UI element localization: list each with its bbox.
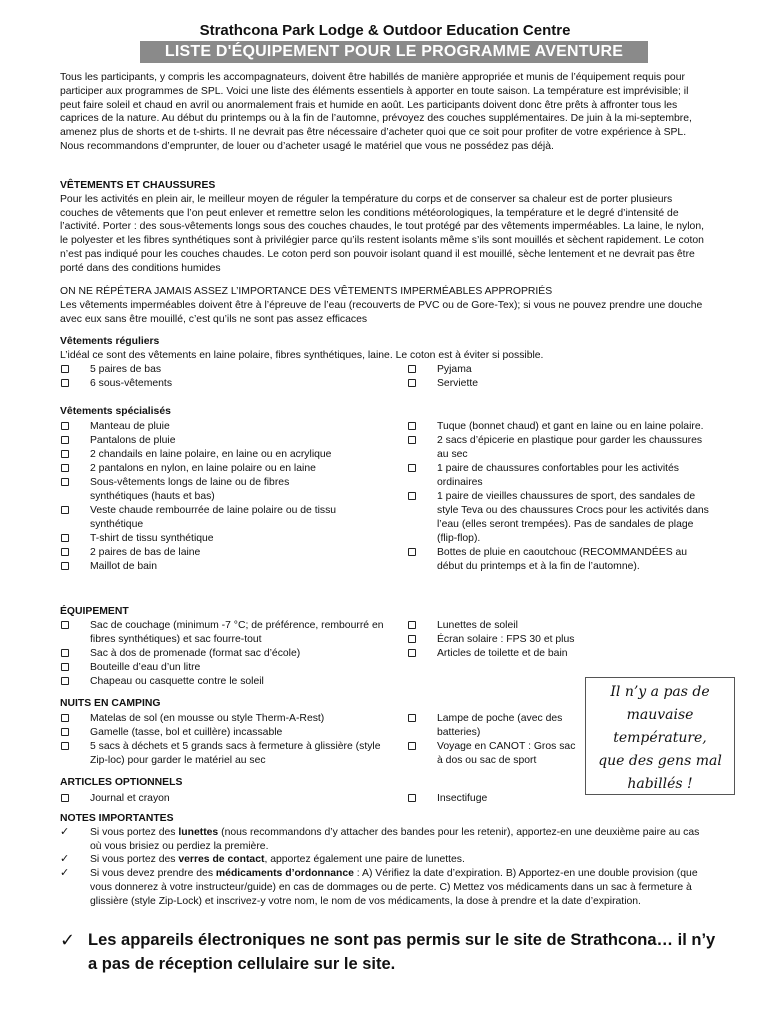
item-label: Articles de toilette et de bain bbox=[437, 648, 568, 659]
quote-line: Il n’y a pas de bbox=[610, 684, 710, 700]
notes-heading: NOTES IMPORTANTES bbox=[60, 813, 174, 824]
checkbox[interactable] bbox=[61, 436, 69, 444]
camping-heading: NUITS EN CAMPING bbox=[60, 698, 161, 709]
item-label: Manteau de pluie bbox=[90, 421, 170, 432]
quote-box bbox=[585, 677, 735, 795]
item-label: Veste chaude rembourrée de laine polaire ou de tissu synthétique bbox=[90, 505, 337, 530]
note-glasses bbox=[60, 826, 710, 854]
checklist-item[interactable] bbox=[407, 647, 577, 661]
item-label: Bottes de pluie en caoutchouc (RECOMMANDÉES au début du printemps et à la fin de l’automne). bbox=[437, 547, 688, 572]
checkbox[interactable] bbox=[408, 492, 416, 500]
electronics-warning bbox=[60, 928, 720, 976]
note-emphasis: médicaments d’ordonnance bbox=[215, 868, 354, 880]
checklist-item[interactable] bbox=[407, 633, 577, 647]
waterproof-heading: ON NE RÉPÉTERA JAMAIS ASSEZ L’IMPORTANCE DES VÊTEMENTS IMPERMÉABLES APPROPRIÉS bbox=[60, 286, 553, 297]
checklist-item[interactable] bbox=[60, 546, 380, 560]
checkbox[interactable] bbox=[61, 663, 69, 671]
checklist-item[interactable] bbox=[407, 434, 709, 462]
checkbox[interactable] bbox=[408, 621, 416, 629]
checklist-item[interactable] bbox=[60, 661, 380, 675]
checkbox[interactable] bbox=[61, 379, 69, 387]
clothing-heading: VÊTEMENTS ET CHAUSSURES bbox=[60, 180, 216, 191]
waterproof-section bbox=[60, 285, 710, 326]
checkbox[interactable] bbox=[408, 436, 416, 444]
equipment-right-list bbox=[407, 619, 577, 661]
checkbox[interactable] bbox=[61, 464, 69, 472]
item-label: Lunettes de soleil bbox=[437, 620, 518, 631]
item-label: Sac à dos de promenade (format sac d’école) bbox=[90, 648, 301, 659]
organization-name: Strathcona Park Lodge & Outdoor Education Centre bbox=[199, 22, 571, 39]
checklist-item[interactable] bbox=[60, 363, 380, 377]
checkbox[interactable] bbox=[408, 794, 416, 802]
checkbox[interactable] bbox=[408, 714, 416, 722]
regular-right-list bbox=[407, 363, 707, 391]
checkmark-icon: ✓ bbox=[60, 853, 70, 866]
checklist-item[interactable] bbox=[60, 462, 380, 476]
camping-right-list bbox=[407, 712, 579, 768]
special-clothing-heading: Vêtements spécialisés bbox=[60, 406, 171, 417]
clothing-section bbox=[60, 179, 710, 276]
checkbox[interactable] bbox=[61, 548, 69, 556]
intro-paragraph: Tous les participants, y compris les accompagnateurs, doivent être habillés de manière appropriée et munis de l’équipement requis pour participer aux programmes de SPL. Voici une liste des éléments essentiels à apporter en toute saison. La température est imprévisible; il peut faire soleil et chaud en avril ou anormalement frais et humide en août. Les participants doivent donc être prêts à affronter tous les caprices de la nature. Au début du printemps ou à la fin de l’automne, prévoyez des couches supplémentaires. De juin à la mi-septembre, amenez plus de shorts et de t-shirts. Il ne devrait pas être nécessaire d’acheter quoi que ce soit pour profiter de votre expérience à SPL. Nous recommandons d’emprunter, de louer ou d’acheter usagé le matériel que vous ne possédez pas déjà. bbox=[60, 72, 692, 152]
item-label: Pyjama bbox=[437, 364, 472, 375]
item-label: Maillot de bain bbox=[90, 561, 158, 572]
checklist-item[interactable] bbox=[60, 448, 380, 462]
note-text: (nous recommandons d’y attacher des bandes pour les retenir), apportez-en une deuxième paire au cas où vous brisiez ou perdiez la première. bbox=[90, 826, 700, 852]
note-emphasis: verres de contact bbox=[178, 854, 265, 866]
checkbox[interactable] bbox=[61, 649, 69, 657]
checkbox[interactable] bbox=[408, 649, 416, 657]
checklist-item[interactable] bbox=[407, 420, 709, 434]
checkbox[interactable] bbox=[61, 450, 69, 458]
note-text: , apportez également une paire de lunettes. bbox=[264, 854, 465, 866]
optional-left-list bbox=[60, 792, 380, 806]
checkbox[interactable] bbox=[61, 478, 69, 486]
checkbox[interactable] bbox=[61, 365, 69, 373]
checklist-item[interactable] bbox=[407, 619, 577, 633]
regular-clothing-note: L’idéal ce sont des vêtements en laine polaire, fibres synthétiques, laine. Le coton est à éviter si possible. bbox=[60, 349, 544, 361]
special-right-list bbox=[407, 420, 709, 574]
item-label: Écran solaire : FPS 30 et plus bbox=[437, 634, 575, 645]
item-label: 5 paires de bas bbox=[90, 364, 162, 375]
item-label: Pantalons de pluie bbox=[90, 435, 176, 446]
quote-line: mauvaise bbox=[626, 707, 694, 723]
checkbox[interactable] bbox=[61, 714, 69, 722]
note-text: Si vous devez prendre des bbox=[90, 868, 216, 880]
checkbox[interactable] bbox=[61, 794, 69, 802]
checklist-item[interactable] bbox=[407, 363, 707, 377]
checkbox[interactable] bbox=[61, 422, 69, 430]
checklist-item[interactable] bbox=[60, 712, 380, 726]
checklist-item[interactable] bbox=[407, 490, 709, 546]
equipment-left-list bbox=[60, 619, 384, 689]
checkbox[interactable] bbox=[61, 534, 69, 542]
item-label: Gamelle (tasse, bol et cuillère) incassable bbox=[90, 727, 283, 738]
checklist-item[interactable] bbox=[407, 462, 709, 490]
note-text: : A) Vérifiez la date d’expiration. B) Apportez-en une double provision (que vous donnerez à votre instructeur/guide) en cas de dommages ou de perte. C) Mettez vos médicaments dans un sac à fermeture à glissière (style Zip-Lock) et inscrivez-y votre nom, le nom de vos médicaments, la dose à prendre et la date d’expiration. bbox=[90, 868, 698, 907]
equipment-heading: ÉQUIPEMENT bbox=[60, 606, 129, 617]
item-label: 2 sacs d’épicerie en plastique pour garder les chaussures au sec bbox=[437, 435, 703, 460]
checklist-item[interactable] bbox=[60, 532, 380, 546]
checkmark-icon: ✓ bbox=[60, 930, 76, 950]
item-label: 1 paire de vieilles chaussures de sport, des sandales de style Teva ou des chaussures Crocs pour les activités dans l’eau (elles seront trempées). Pas de sandales de plage (flip-flop). bbox=[437, 491, 709, 544]
checklist-item[interactable] bbox=[407, 546, 709, 574]
item-label: 2 pantalons en nylon, en laine polaire ou en laine bbox=[90, 463, 316, 474]
optional-heading: ARTICLES OPTIONNELS bbox=[60, 777, 183, 788]
item-label: Journal et crayon bbox=[90, 793, 170, 804]
item-label: 2 chandails en laine polaire, en laine ou en acrylique bbox=[90, 449, 332, 460]
waterproof-paragraph: Les vêtements imperméables doivent être à l’épreuve de l’eau (recouverts de PVC ou de Gore-Tex); si vous ne pouvez prendre une douche avec eux sans être mouillé, c’est qu’ils ne sont pas assez efficaces bbox=[60, 299, 703, 325]
regular-clothing-section bbox=[60, 335, 710, 363]
checkbox[interactable] bbox=[61, 621, 69, 629]
item-label: 1 paire de chaussures confortables pour les activités ordinaires bbox=[437, 463, 680, 488]
regular-left-list bbox=[60, 363, 380, 391]
checkbox[interactable] bbox=[408, 379, 416, 387]
checkbox[interactable] bbox=[408, 422, 416, 430]
checklist-item[interactable] bbox=[60, 740, 395, 768]
checklist-item[interactable] bbox=[60, 504, 390, 532]
checklist-item[interactable] bbox=[60, 476, 320, 504]
checkmark-icon: ✓ bbox=[60, 825, 70, 838]
quote-line: température, bbox=[613, 730, 707, 746]
checkbox[interactable] bbox=[408, 365, 416, 373]
checklist-item[interactable] bbox=[60, 377, 380, 391]
special-left-list bbox=[60, 420, 380, 574]
item-label: Chapeau ou casquette contre le soleil bbox=[90, 676, 264, 687]
checklist-item[interactable] bbox=[60, 619, 390, 647]
note-medication bbox=[60, 867, 710, 908]
checkbox[interactable] bbox=[408, 464, 416, 472]
checkbox[interactable] bbox=[61, 728, 69, 736]
item-label: Serviette bbox=[437, 378, 479, 389]
checklist-item[interactable] bbox=[60, 792, 380, 806]
checklist-item[interactable] bbox=[407, 712, 579, 740]
note-contacts bbox=[60, 853, 710, 867]
warning-text: Les appareils électroniques ne sont pas permis sur le site de Strathcona… il n’y a pas de réception cellulaire sur le site. bbox=[88, 931, 716, 973]
item-label: 2 paires de bas de laine bbox=[90, 547, 201, 558]
regular-clothing-heading: Vêtements réguliers bbox=[60, 336, 160, 347]
checklist-item[interactable] bbox=[60, 560, 380, 574]
item-label: T-shirt de tissu synthétique bbox=[90, 533, 214, 544]
item-label: Sous-vêtements longs de laine ou de fibres synthétiques (hauts et bas) bbox=[90, 477, 290, 502]
checkbox[interactable] bbox=[61, 506, 69, 514]
checklist-item[interactable] bbox=[407, 377, 707, 391]
note-text: Si vous portez des bbox=[90, 826, 179, 838]
notes-section bbox=[60, 812, 710, 909]
checkbox[interactable] bbox=[408, 742, 416, 750]
checklist-item[interactable] bbox=[60, 726, 380, 740]
checklist-item[interactable] bbox=[60, 420, 380, 434]
item-label: Voyage en CANOT : Gros sac à dos ou sac de sport bbox=[437, 741, 576, 766]
item-label: Lampe de poche (avec des batteries) bbox=[437, 713, 563, 738]
item-label: 5 sacs à déchets et 5 grands sacs à fermeture à glissière (style Zip-loc) pour garder le matériel au sec bbox=[90, 741, 381, 766]
checklist-item[interactable] bbox=[60, 675, 380, 689]
camping-left-list bbox=[60, 712, 380, 768]
item-label: Tuque (bonnet chaud) et gant en laine ou en laine polaire. bbox=[437, 421, 704, 432]
checklist-item[interactable] bbox=[60, 434, 380, 448]
clothing-paragraph: Pour les activités en plein air, le meilleur moyen de réguler la température du corps et de conserver sa chaleur est de porter plusieurs couches de vêtements que l’on peut enlever et remettre selon les conditions météorologiques, la température et le degré d’intensité de l’activité. Porter : des sous-vêtements longs sous des couches chaudes, le tout protégé par des vêtements imperméables. La laine, le nylon, le polyester et les fibres synthétiques sont à privilégier parce qu’ils restent isolants même s’ils sont mouillés et sèchent rapidement. Le coton n’est pas indiqué pour les couches chaudes. Le coton perd son pouvoir isolant quand il est mouillé, sèche lentement et ne devrait pas être porté dans des conditions humides bbox=[60, 193, 704, 274]
item-label: 6 sous-vêtements bbox=[90, 378, 173, 389]
checkbox[interactable] bbox=[61, 742, 69, 750]
quote-line: que des gens mal bbox=[598, 753, 722, 769]
checkbox[interactable] bbox=[408, 635, 416, 643]
checklist-item[interactable] bbox=[60, 647, 380, 661]
note-emphasis: lunettes bbox=[178, 826, 219, 838]
item-label: Insectifuge bbox=[437, 793, 488, 804]
checkbox[interactable] bbox=[61, 562, 69, 570]
checkmark-icon: ✓ bbox=[60, 867, 70, 880]
checkbox[interactable] bbox=[61, 677, 69, 685]
quote-line: habillés ! bbox=[627, 776, 693, 792]
checklist-item[interactable] bbox=[407, 740, 579, 768]
checkbox[interactable] bbox=[408, 548, 416, 556]
item-label: Matelas de sol (en mousse ou style Therm-A-Rest) bbox=[90, 713, 325, 724]
item-label: Sac de couchage (minimum -7 °C; de préférence, rembourré en fibres synthétiques) et sac fourre-tout bbox=[90, 620, 384, 645]
item-label: Bouteille d’eau d’un litre bbox=[90, 662, 201, 673]
note-text: Si vous portez des bbox=[90, 854, 179, 866]
document-title: LISTE D'ÉQUIPEMENT POUR LE PROGRAMME AVENTURE bbox=[140, 41, 648, 63]
